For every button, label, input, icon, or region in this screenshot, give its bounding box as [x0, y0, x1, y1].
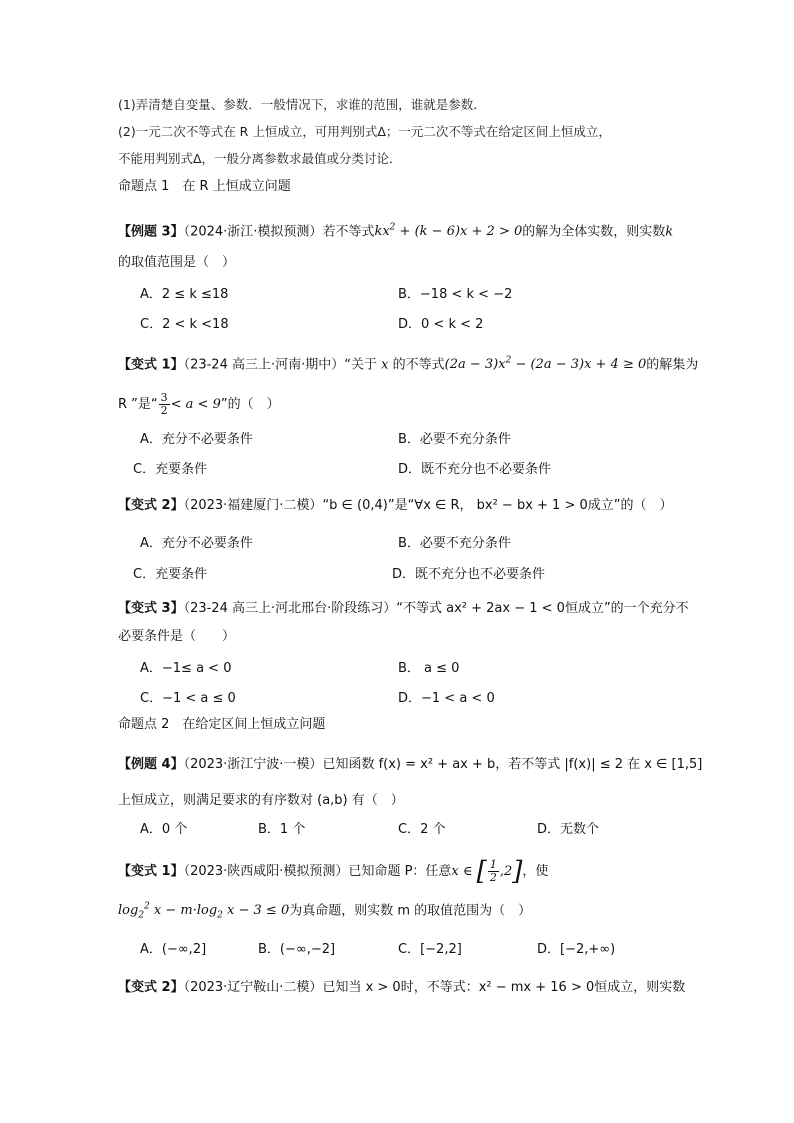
- example-4-source: （2023·浙江宁波·一模）: [183, 757, 323, 772]
- variant-4-text-a: 已知命题 P：任意: [348, 864, 452, 879]
- variant-2-text: “b ∈ (0,4)”是“∀x ∈ R， bx² − bx + 1 > 0成立”的（ ）: [322, 498, 673, 513]
- example-4-text-a: 已知函数 f(x) = x² + ax + b，若不等式 |f(x)| ≤ 2 在 x ∈ [1,5]: [322, 757, 703, 772]
- example-3-option-a[interactable]: A．2 ≤ k ≤18: [140, 287, 229, 302]
- variant-2-option-c[interactable]: C．充要条件: [133, 567, 208, 582]
- variant-1-inequality: $(2a - 3)x^2 - (2a - 3)x + 4 \ge 0$: [444, 356, 647, 373]
- example-4-question-cont: 上恒成立，则满足要求的有序数对 (a,b) 有（ ）: [118, 793, 404, 808]
- example-3-question-cont: 的取值范围是（ ）: [118, 255, 236, 270]
- example-4-option-c[interactable]: C．2 个: [398, 822, 446, 837]
- example-3-text-b: 的解为全体实数，则实数: [522, 224, 666, 240]
- variant-2-option-a[interactable]: A．充分不必要条件: [140, 536, 253, 551]
- variant-5-tag: 【变式 2】: [118, 980, 184, 995]
- variant-1-option-b[interactable]: B．必要不充分条件: [398, 432, 511, 447]
- variant-1-option-c[interactable]: C．充要条件: [133, 462, 208, 477]
- variant-1-text-b: 的不等式: [392, 357, 445, 373]
- variant-1-question-cont: [118, 392, 280, 417]
- variant-4-option-c[interactable]: C．[−2,2]: [398, 942, 462, 957]
- variant-1-text-c: 的解集为: [646, 357, 699, 373]
- note-3: 不能用判别式Δ，一般分离参数求最值或分类讨论．: [118, 151, 402, 166]
- variant-3-option-b[interactable]: B． a ≤ 0: [398, 661, 460, 676]
- example-3-var-k: k: [665, 224, 674, 240]
- variant-1-range: < a < 9: [170, 397, 221, 412]
- variant-3-source: （23-24 高三上·河北邢台·阶段练习）: [183, 601, 397, 616]
- variant-2-tag: 【变式 2】: [118, 498, 184, 513]
- variant-1-tag: 【变式 1】: [118, 357, 184, 373]
- example-3-option-d[interactable]: D．0 < k < 2: [398, 317, 484, 332]
- variant-4-question-cont: [118, 898, 531, 925]
- variant-5-question: [118, 979, 685, 997]
- variant-1-text-a: “关于: [344, 357, 378, 373]
- example-4-tag: 【例题 4】: [118, 757, 184, 772]
- variant-5-text: 已知当 x > 0时，不等式：x² − mx + 16 > 0恒成立，则实数: [322, 980, 686, 995]
- variant-1-option-d[interactable]: D．既不充分也不必要条件: [398, 462, 552, 477]
- example-3-option-c[interactable]: C．2 < k <18: [140, 317, 229, 332]
- variant-4-option-a[interactable]: A．(−∞,2]: [140, 942, 207, 957]
- variant-3-question-cont: 必要条件是（ ）: [118, 629, 236, 644]
- variant-3-text-a: “不等式 ax² + 2ax − 1 < 0恒成立”的一个充分不: [396, 601, 689, 616]
- variant-4-option-b[interactable]: B．(−∞,−2]: [258, 942, 336, 957]
- example-3-tag: 【例题 3】: [118, 224, 184, 240]
- variant-2-option-b[interactable]: B．必要不充分条件: [398, 536, 511, 551]
- variant-1-option-a[interactable]: A．充分不必要条件: [140, 432, 253, 447]
- variant-1-fraction: $\frac{3}{2}$: [160, 391, 168, 417]
- note-1: (1)弄清楚自变量、参数．一般情况下，求谁的范围，谁就是参数．: [118, 97, 486, 112]
- example-3-option-b[interactable]: B．−18 < k < −2: [398, 287, 513, 302]
- example-3-text-a: 若不等式: [322, 224, 375, 240]
- variant-1-text-d: R ”是“: [118, 397, 158, 412]
- note-2: (2)一元二次不等式在 R 上恒成立，可用判别式Δ；一元二次不等式在给定区间上恒成立，: [118, 124, 611, 139]
- variant-4-tag: 【变式 1】: [118, 864, 184, 879]
- variant-1-var-x: x: [377, 357, 393, 373]
- variant-3-question: [118, 600, 689, 618]
- example-3-question: [118, 219, 673, 241]
- variant-4-text-b: ，使: [522, 864, 549, 879]
- variant-4-interval: x ∈ [ $\frac{1}{2}$ ,2]: [451, 856, 523, 887]
- variant-2-source: （2023·福建厦门·二模）: [183, 498, 323, 513]
- variant-3-tag: 【变式 3】: [118, 601, 184, 616]
- example-4-question: [118, 756, 702, 774]
- section-heading-1: 命题点 1 在 R 上恒成立问题: [118, 179, 291, 194]
- variant-1-text-e: ”的（ ）: [220, 397, 280, 412]
- variant-1-source: （23-24 高三上·河南·期中）: [183, 357, 345, 373]
- variant-3-option-a[interactable]: A．−1≤ a < 0: [140, 661, 232, 676]
- variant-2-question: [118, 497, 673, 515]
- variant-4-question: [118, 856, 549, 887]
- section-heading-2: 命题点 2 在给定区间上恒成立问题: [118, 717, 326, 732]
- variant-4-source: （2023·陕西咸阳·模拟预测）: [183, 864, 349, 879]
- variant-3-option-c[interactable]: C．−1 < a ≤ 0: [140, 691, 236, 706]
- example-3-source: （2024·浙江·模拟预测）: [183, 224, 323, 240]
- variant-3-option-d[interactable]: D．−1 < a < 0: [398, 691, 495, 706]
- variant-4-option-d[interactable]: D．[−2,+∞): [537, 942, 616, 957]
- example-4-option-d[interactable]: D．无数个: [537, 822, 600, 837]
- variant-1-question: [118, 352, 698, 374]
- variant-5-source: （2023·辽宁鞍山·二模）: [183, 980, 323, 995]
- variant-4-expression: $\log_2^2 x - m\cdot\log_2$ x − 3 ≤ 0: [118, 902, 290, 921]
- variant-4-text-c: 为真命题，则实数 m 的取值范围为（ ）: [289, 903, 532, 919]
- example-3-inequality: $kx^2 + (k - 6)x + 2 > 0$: [374, 223, 523, 240]
- example-4-option-b[interactable]: B．1 个: [258, 822, 306, 837]
- variant-2-option-d[interactable]: D．既不充分也不必要条件: [392, 567, 546, 582]
- example-4-option-a[interactable]: A．0 个: [140, 822, 188, 837]
